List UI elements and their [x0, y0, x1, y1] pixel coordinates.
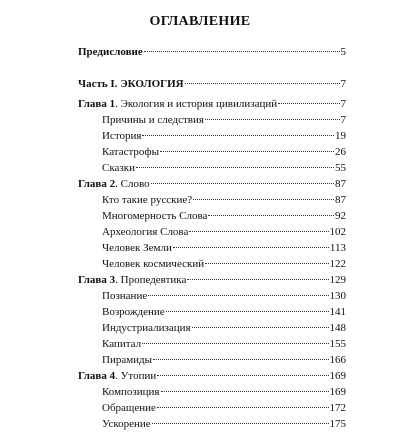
toc-entry-text: История: [102, 130, 142, 142]
toc-page-number: 169: [329, 386, 346, 398]
toc-page-number: 172: [329, 402, 346, 414]
toc-page-number: 87: [335, 194, 346, 206]
toc-entry-bold-label: Глава 3: [78, 274, 116, 286]
toc-subentry: [102, 192, 346, 208]
dot-leader: [192, 327, 329, 328]
toc-entry-bold-label: Глава 2: [78, 178, 116, 190]
toc-entry-label: [102, 288, 147, 304]
dot-leader: [152, 423, 329, 424]
dot-leader: [160, 151, 334, 152]
toc-entry-label: [102, 320, 191, 336]
toc-entry-text: Сказки: [102, 162, 135, 174]
dot-leader: [187, 279, 328, 280]
toc-subentry: [102, 288, 346, 304]
toc-subentry: [102, 416, 346, 432]
toc-entry: [78, 368, 346, 384]
toc-page-number: 19: [335, 130, 346, 142]
toc-subentry: [102, 240, 346, 256]
toc-entry-bold-label: Предисловие: [78, 46, 143, 58]
toc-entry-text: Многомерность Слова: [102, 210, 208, 222]
toc-entry-label: [78, 96, 277, 112]
dot-leader: [157, 407, 329, 408]
dot-leader: [142, 135, 334, 136]
toc-entry-label: [78, 76, 184, 92]
dot-leader: [142, 343, 328, 344]
toc-entry-text: Археология Слова: [102, 226, 189, 238]
toc-page-number: 129: [329, 274, 346, 286]
dot-leader: [161, 391, 329, 392]
toc-subentry: [102, 208, 346, 224]
toc-subentry: [102, 256, 346, 272]
toc-entry-label: [102, 384, 160, 400]
toc-entry-text: . Утопии: [115, 370, 157, 382]
toc-subentry: [102, 400, 346, 416]
toc-subentry: [102, 128, 346, 144]
toc-entry: [78, 272, 346, 288]
dot-leader: [205, 119, 340, 120]
toc-page-number: 169: [329, 370, 346, 382]
toc-subentry: [102, 112, 346, 128]
dot-leader: [151, 183, 334, 184]
toc-entry-label: [102, 336, 141, 352]
toc-entry-text: Причины и следствия: [102, 114, 204, 126]
toc-entry-label: [78, 272, 186, 288]
dot-leader: [157, 375, 328, 376]
toc-entry-text: Человек космический: [102, 258, 205, 270]
toc-entry-label: [102, 128, 141, 144]
toc-page-number: 175: [329, 418, 346, 430]
dot-leader: [193, 199, 334, 200]
toc-page-number: 155: [329, 338, 346, 350]
toc-entry-label: [102, 400, 156, 416]
toc-page-number: 122: [329, 258, 346, 270]
toc-page-number: 141: [329, 306, 346, 318]
toc-entry-label: [102, 304, 165, 320]
toc-entry: [78, 176, 346, 192]
toc-subentry: [102, 352, 346, 368]
toc-entry-text: Обращение: [102, 402, 156, 414]
toc-entry-label: [102, 240, 172, 256]
toc-page-number: 148: [329, 322, 346, 334]
toc-page-number: 87: [335, 178, 346, 190]
toc-page-number: 130: [329, 290, 346, 302]
toc-entry-text: . Экология и история цивилизаций: [115, 98, 278, 110]
toc-entry-label: [78, 44, 143, 60]
dot-leader: [144, 51, 340, 52]
toc-entry-text: Капитал: [102, 338, 142, 350]
toc-page-number: 7: [340, 78, 346, 90]
toc-entry-label: [102, 160, 135, 176]
toc-entry-text: Пирамиды: [102, 354, 153, 366]
toc-entry-text: Индустриализация: [102, 322, 191, 334]
dot-leader: [185, 83, 340, 84]
toc-entry-label: [102, 416, 151, 432]
toc-entry-bold-label: Часть I. ЭКОЛОГИЯ: [78, 78, 184, 90]
toc-entry: [78, 44, 346, 60]
toc-entry-label: [102, 192, 192, 208]
toc-entry-text: . Пропедевтика: [115, 274, 187, 286]
toc-subentry: [102, 336, 346, 352]
toc-subentry: [102, 384, 346, 400]
toc-subentry: [102, 224, 346, 240]
toc-entry-label: [102, 208, 207, 224]
toc-subentry: [102, 160, 346, 176]
dot-leader: [205, 263, 328, 264]
dot-leader: [278, 103, 339, 104]
toc-entry-text: . Слово: [115, 178, 150, 190]
toc-entry-bold-label: Глава 4: [78, 370, 116, 382]
toc-entry-text: Ускорение: [102, 418, 151, 430]
toc-entry-label: [78, 176, 150, 192]
toc-page-number: 113: [329, 242, 346, 254]
dot-leader: [136, 167, 334, 168]
dot-leader: [166, 311, 329, 312]
toc-page-number: 26: [335, 146, 346, 158]
toc-page-number: 102: [329, 226, 346, 238]
toc-entry-text: Человек Земли: [102, 242, 172, 254]
dot-leader: [208, 215, 334, 216]
toc-entry-label: [102, 256, 204, 272]
toc-page-number: 5: [340, 46, 346, 58]
toc-entry-text: Композиция: [102, 386, 160, 398]
toc-page-number: 92: [335, 210, 346, 222]
toc-entry-text: Возрождение: [102, 306, 165, 318]
toc-entry-label: [102, 352, 152, 368]
toc-page-number: 7: [340, 114, 346, 126]
dot-leader: [148, 295, 328, 296]
toc-entry-bold-label: Глава 1: [78, 98, 116, 110]
toc-entry: [78, 96, 346, 112]
toc-subentry: [102, 320, 346, 336]
toc-subentry: [102, 144, 346, 160]
dot-leader: [173, 247, 329, 248]
toc-page-number: 166: [329, 354, 346, 366]
toc-entry-label: [78, 368, 156, 384]
toc-page-number: 7: [340, 98, 346, 110]
dot-leader: [153, 359, 328, 360]
page-title: ОГЛАВЛЕНИЕ: [149, 14, 251, 29]
toc-entry-label: [102, 112, 204, 128]
toc-entry-text: Катастрофы: [102, 146, 159, 158]
dot-leader: [189, 231, 328, 232]
toc-entry-text: Кто такие русские?: [102, 194, 193, 206]
toc-entry-label: [102, 224, 188, 240]
toc-entry-text: Познание: [102, 290, 148, 302]
toc-subentry: [102, 304, 346, 320]
toc-entry-label: [102, 144, 159, 160]
toc-entry: [78, 76, 346, 92]
toc-page-number: 55: [335, 162, 346, 174]
